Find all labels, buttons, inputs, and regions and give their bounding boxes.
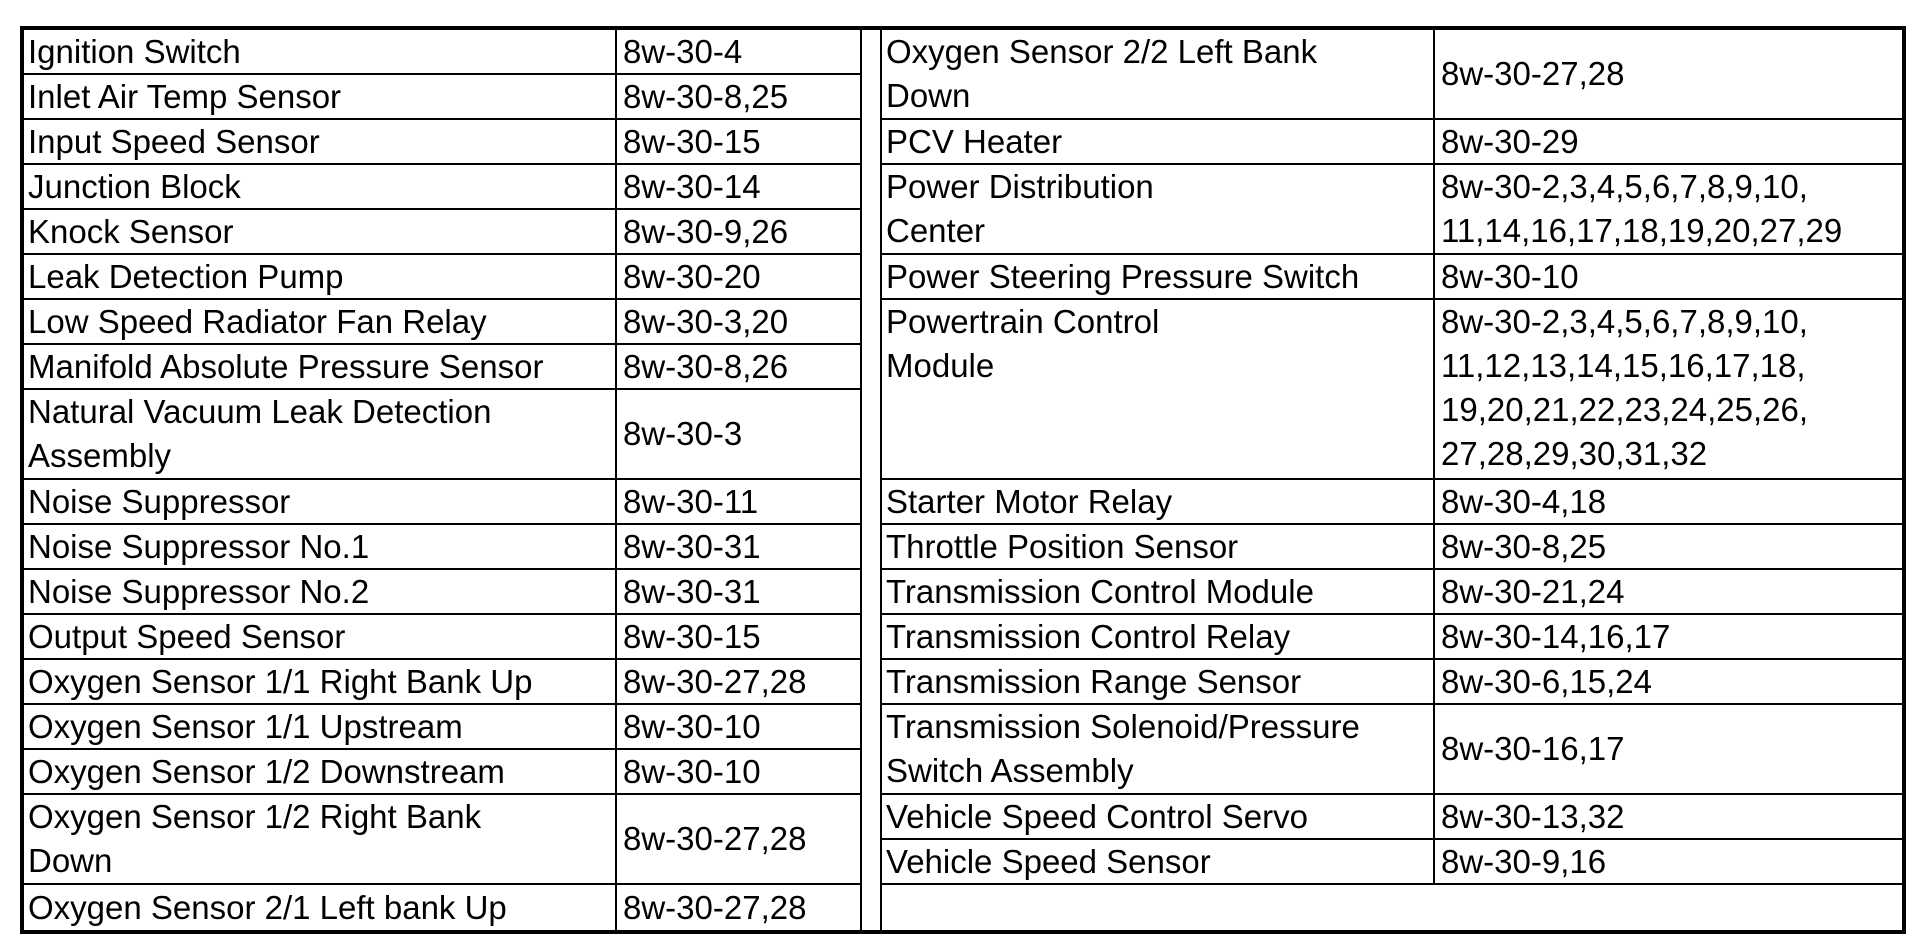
table-row [882,30,1902,120]
page-reference: 8w-30-15 [623,617,761,655]
component-name: Inlet Air Temp Sensor [24,75,617,118]
table-row [24,705,860,750]
table-row [24,75,860,120]
table-row [24,30,860,75]
component-name: Noise Suppressor No.2 [24,570,617,613]
component-name: Transmission Solenoid/Pressure Switch Assembly [882,705,1435,793]
component-name: Starter Motor Relay [882,480,1435,523]
page-reference: 8w-30-10 [623,707,761,745]
empty-row [882,885,1902,930]
component-name: Oxygen Sensor 1/1 Upstream [24,705,617,748]
page-reference: 8w-30-16,17 [1441,730,1625,767]
table-row [882,705,1902,795]
page-reference: 8w-30-4,18 [1441,482,1607,520]
table-row [882,660,1902,705]
page-reference: 8w-30-8,25 [623,77,789,115]
component-name: Junction Block [24,165,617,208]
page-reference: 8w-30-27,28 [623,888,807,926]
right-column [882,30,1902,930]
page-reference: 8w-30-14,16,17 [1441,617,1671,655]
page-reference: 8w-30-2,3,4,5,6,7,8,9,10, 11,12,13,14,15,16,17,18, 19,20,21,22,23,24,25,26, 27,28,29,30,31,32 [1441,303,1808,472]
component-name: Natural Vacuum Leak Detection Assembly [24,390,617,478]
table-row [24,750,860,795]
table-row [24,660,860,705]
table-row [882,300,1902,480]
component-index-table [20,26,1906,934]
table-row [24,165,860,210]
component-name: Knock Sensor [24,210,617,253]
table-row [24,525,860,570]
table-row [24,615,860,660]
page-reference: 8w-30-6,15,24 [1441,662,1652,700]
page-reference: 8w-30-31 [623,527,761,565]
component-name: Oxygen Sensor 2/1 Left bank Up [24,885,617,930]
component-name: Manifold Absolute Pressure Sensor [24,345,617,388]
component-name: Power Steering Pressure Switch [882,255,1435,298]
component-name: Oxygen Sensor 2/2 Left Bank Down [882,30,1435,118]
table-row [24,300,860,345]
component-name: PCV Heater [882,120,1435,163]
page-reference: 8w-30-27,28 [1441,55,1625,92]
page-reference: 8w-30-8,25 [1441,527,1607,565]
page-reference: 8w-30-10 [623,752,761,790]
component-name: Low Speed Radiator Fan Relay [24,300,617,343]
component-name: Input Speed Sensor [24,120,617,163]
page-reference: 8w-30-10 [1441,257,1579,295]
component-name: Transmission Control Module [882,570,1435,613]
page-reference: 8w-30-15 [623,122,761,160]
table-row [882,795,1902,840]
column-divider [862,30,882,930]
table-row [24,120,860,165]
component-name: Output Speed Sensor [24,615,617,658]
left-column [24,30,862,930]
table-row [882,840,1902,885]
page-reference: 8w-30-20 [623,257,761,295]
component-name: Vehicle Speed Control Servo [882,795,1435,838]
table-row [882,255,1902,300]
table-row [24,210,860,255]
page-reference: 8w-30-27,28 [623,820,807,857]
page-reference: 8w-30-13,32 [1441,797,1625,835]
component-name: Oxygen Sensor 1/2 Right Bank Down [24,795,617,883]
page-reference: 8w-30-4 [623,32,743,70]
component-name: Noise Suppressor [24,480,617,523]
table-row [24,885,860,930]
component-name: Oxygen Sensor 1/2 Downstream [24,750,617,793]
table-row [24,390,860,480]
component-name: Ignition Switch [24,30,617,73]
component-name: Powertrain Control Module [882,300,1435,478]
table-row [24,255,860,300]
page-reference: 8w-30-11 [623,482,759,520]
table-row [882,570,1902,615]
page-reference: 8w-30-8,26 [623,347,789,385]
component-name: Leak Detection Pump [24,255,617,298]
component-name: Transmission Control Relay [882,615,1435,658]
table-row [882,525,1902,570]
component-name: Vehicle Speed Sensor [882,840,1435,883]
page-reference: 8w-30-31 [623,572,761,610]
table-row [882,120,1902,165]
component-name: Oxygen Sensor 1/1 Right Bank Up [24,660,617,703]
page-reference: 8w-30-9,26 [623,212,789,250]
table-row [24,345,860,390]
page-reference: 8w-30-21,24 [1441,572,1625,610]
page-reference: 8w-30-2,3,4,5,6,7,8,9,10, 11,14,16,17,18,19,20,27,29 [1441,168,1843,249]
table-row [882,615,1902,660]
component-name: Noise Suppressor No.1 [24,525,617,568]
page-reference: 8w-30-9,16 [1441,842,1607,880]
table-row [882,480,1902,525]
page-reference: 8w-30-3,20 [623,302,789,340]
page-reference: 8w-30-29 [1441,122,1579,160]
component-name: Transmission Range Sensor [882,660,1435,703]
component-name: Throttle Position Sensor [882,525,1435,568]
page-reference: 8w-30-27,28 [623,662,807,700]
component-name: Power Distribution Center [882,165,1435,253]
table-row [24,795,860,885]
table-row [882,165,1902,255]
page-reference: 8w-30-3 [623,415,743,452]
table-row [24,570,860,615]
table-row [24,480,860,525]
page-reference: 8w-30-14 [623,167,761,205]
